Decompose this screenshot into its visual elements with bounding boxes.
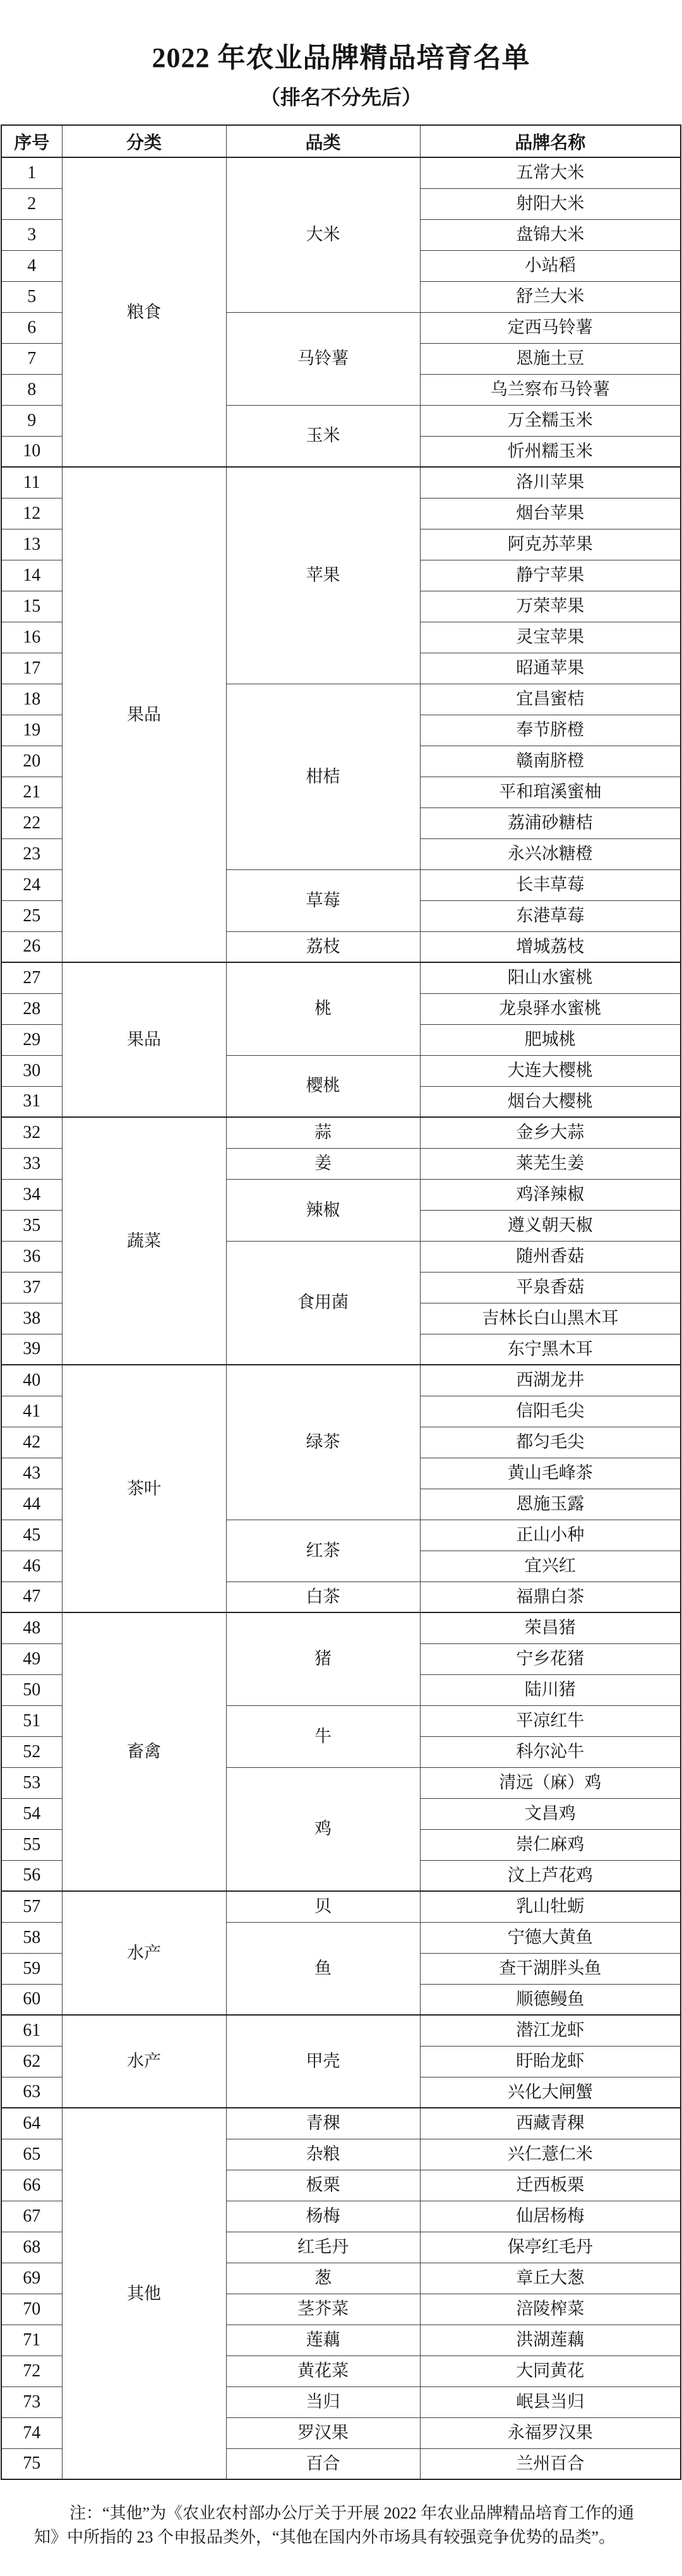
type-cell: 当归 (226, 2386, 420, 2417)
footnote (34, 2501, 648, 2549)
row-number-cell: 21 (1, 777, 62, 807)
header-type: 品类 (226, 125, 420, 157)
row-number-cell: 67 (1, 2201, 62, 2232)
row-number-cell: 29 (1, 1024, 62, 1055)
brand-cell: 遵义朝天椒 (420, 1210, 681, 1241)
row-number-cell: 18 (1, 684, 62, 715)
row-number-cell: 56 (1, 1860, 62, 1891)
brand-cell: 赣南脐橙 (420, 746, 681, 777)
row-number-cell: 71 (1, 2325, 62, 2355)
brand-cell: 兰州百合 (420, 2448, 681, 2479)
row-number-cell: 31 (1, 1086, 62, 1117)
row-number-cell: 65 (1, 2139, 62, 2170)
type-cell: 白茶 (226, 1581, 420, 1612)
brand-cell: 吉林长白山黑木耳 (420, 1303, 681, 1334)
table-row (1, 962, 681, 993)
type-cell: 草莓 (226, 869, 420, 931)
type-cell: 辣椒 (226, 1179, 420, 1241)
row-number-cell: 57 (1, 1891, 62, 1922)
brand-cell: 平泉香菇 (420, 1272, 681, 1303)
type-cell: 板栗 (226, 2170, 420, 2201)
type-cell: 樱桃 (226, 1055, 420, 1117)
type-cell: 玉米 (226, 405, 420, 467)
row-number-cell: 41 (1, 1396, 62, 1427)
brand-cell: 长丰草莓 (420, 869, 681, 900)
type-cell: 红茶 (226, 1520, 420, 1581)
brand-cell: 小站稻 (420, 250, 681, 281)
row-number-cell: 50 (1, 1674, 62, 1705)
category-cell: 果品 (62, 467, 226, 962)
row-number-cell: 75 (1, 2448, 62, 2479)
row-number-cell: 73 (1, 2386, 62, 2417)
row-number-cell: 38 (1, 1303, 62, 1334)
brand-cell: 射阳大米 (420, 188, 681, 219)
type-cell: 百合 (226, 2448, 420, 2479)
row-number-cell: 3 (1, 219, 62, 250)
brand-cell: 盱眙龙虾 (420, 2046, 681, 2077)
brand-cell: 东宁黑木耳 (420, 1334, 681, 1365)
row-number-cell: 36 (1, 1241, 62, 1272)
brand-cell: 洛川苹果 (420, 467, 681, 498)
brand-cell: 永兴冰糖橙 (420, 838, 681, 869)
brand-cell: 阿克苏苹果 (420, 529, 681, 560)
brand-cell: 文昌鸡 (420, 1798, 681, 1829)
brand-cell: 东港草莓 (420, 900, 681, 931)
brand-cell: 五常大米 (420, 157, 681, 188)
table-body (1, 157, 681, 2479)
row-number-cell: 22 (1, 807, 62, 838)
type-cell: 莲藕 (226, 2325, 420, 2355)
table-row (1, 2108, 681, 2139)
row-number-cell: 30 (1, 1055, 62, 1086)
row-number-cell: 47 (1, 1581, 62, 1612)
brand-cell: 鸡泽辣椒 (420, 1179, 681, 1210)
category-cell: 水产 (62, 2015, 226, 2108)
row-number-cell: 61 (1, 2015, 62, 2046)
brand-cell: 黄山毛峰茶 (420, 1458, 681, 1489)
row-number-cell: 24 (1, 869, 62, 900)
row-number-cell: 42 (1, 1427, 62, 1458)
brand-cell: 烟台苹果 (420, 498, 681, 529)
type-cell: 食用菌 (226, 1241, 420, 1365)
brand-cell: 西藏青稞 (420, 2108, 681, 2139)
brand-cell: 恩施土豆 (420, 343, 681, 374)
table-row (1, 467, 681, 498)
brand-cell: 烟台大樱桃 (420, 1086, 681, 1117)
row-number-cell: 69 (1, 2263, 62, 2294)
footnote-line-1: 注：“其他”为《农业农村部办公厅关于开展 2022 年农业品牌精品培育工作的通 (69, 2504, 635, 2523)
row-number-cell: 32 (1, 1117, 62, 1148)
brand-cell: 荔浦砂糖桔 (420, 807, 681, 838)
document-page (0, 42, 682, 2549)
category-cell: 蔬菜 (62, 1117, 226, 1365)
brand-cell: 忻州糯玉米 (420, 436, 681, 467)
type-cell: 绿茶 (226, 1365, 420, 1520)
row-number-cell: 62 (1, 2046, 62, 2077)
brand-cell: 科尔沁牛 (420, 1736, 681, 1767)
row-number-cell: 44 (1, 1489, 62, 1520)
row-number-cell: 52 (1, 1736, 62, 1767)
brand-cell: 乌兰察布马铃薯 (420, 374, 681, 405)
row-number-cell: 10 (1, 436, 62, 467)
header-category: 分类 (62, 125, 226, 157)
brand-cell: 万全糯玉米 (420, 405, 681, 436)
brand-cell: 灵宝苹果 (420, 622, 681, 653)
brand-cell: 汶上芦花鸡 (420, 1860, 681, 1891)
brand-cell: 大同黄花 (420, 2355, 681, 2386)
header-serial-number: 序号 (1, 125, 62, 157)
type-cell: 大米 (226, 157, 420, 312)
row-number-cell: 40 (1, 1365, 62, 1396)
type-cell: 杨梅 (226, 2201, 420, 2232)
row-number-cell: 53 (1, 1767, 62, 1798)
row-number-cell: 43 (1, 1458, 62, 1489)
type-cell: 牛 (226, 1705, 420, 1767)
row-number-cell: 55 (1, 1829, 62, 1860)
row-number-cell: 23 (1, 838, 62, 869)
row-number-cell: 45 (1, 1520, 62, 1551)
brand-cell: 肥城桃 (420, 1024, 681, 1055)
row-number-cell: 6 (1, 312, 62, 343)
row-number-cell: 72 (1, 2355, 62, 2386)
header-brand-name: 品牌名称 (420, 125, 681, 157)
page-title: 2022 年农业品牌精品培育名单 (152, 42, 530, 73)
table-row (1, 1612, 681, 1643)
row-number-cell: 2 (1, 188, 62, 219)
brand-cell: 昭通苹果 (420, 653, 681, 684)
row-number-cell: 9 (1, 405, 62, 436)
table-row (1, 157, 681, 188)
brand-cell: 盘锦大米 (420, 219, 681, 250)
brand-cell: 随州香菇 (420, 1241, 681, 1272)
brand-cell: 阳山水蜜桃 (420, 962, 681, 993)
brand-cell: 恩施玉露 (420, 1489, 681, 1520)
type-cell: 马铃薯 (226, 312, 420, 405)
row-number-cell: 13 (1, 529, 62, 560)
category-cell: 果品 (62, 962, 226, 1117)
brand-cell: 顺德鳗鱼 (420, 1984, 681, 2015)
type-cell: 红毛丹 (226, 2232, 420, 2263)
row-number-cell: 14 (1, 560, 62, 591)
row-number-cell: 1 (1, 157, 62, 188)
table-row (1, 1117, 681, 1148)
brand-cell: 龙泉驿水蜜桃 (420, 993, 681, 1024)
brand-list-table (1, 124, 681, 2480)
row-number-cell: 7 (1, 343, 62, 374)
row-number-cell: 15 (1, 591, 62, 622)
type-cell: 桃 (226, 962, 420, 1055)
brand-cell: 兴仁薏仁米 (420, 2139, 681, 2170)
brand-cell: 章丘大葱 (420, 2263, 681, 2294)
row-number-cell: 19 (1, 715, 62, 746)
row-number-cell: 66 (1, 2170, 62, 2201)
brand-cell: 奉节脐橙 (420, 715, 681, 746)
brand-cell: 静宁苹果 (420, 560, 681, 591)
row-number-cell: 37 (1, 1272, 62, 1303)
row-number-cell: 49 (1, 1643, 62, 1674)
brand-cell: 宜兴红 (420, 1551, 681, 1581)
row-number-cell: 39 (1, 1334, 62, 1365)
row-number-cell: 34 (1, 1179, 62, 1210)
brand-cell: 宜昌蜜桔 (420, 684, 681, 715)
brand-cell: 荣昌猪 (420, 1612, 681, 1643)
row-number-cell: 35 (1, 1210, 62, 1241)
table-row (1, 2015, 681, 2046)
type-cell: 青稞 (226, 2108, 420, 2139)
row-number-cell: 70 (1, 2294, 62, 2325)
type-cell: 罗汉果 (226, 2417, 420, 2448)
type-cell: 杂粮 (226, 2139, 420, 2170)
row-number-cell: 59 (1, 1953, 62, 1984)
brand-cell: 金乡大蒜 (420, 1117, 681, 1148)
brand-cell: 信阳毛尖 (420, 1396, 681, 1427)
type-cell: 贝 (226, 1891, 420, 1922)
row-number-cell: 16 (1, 622, 62, 653)
header-row (1, 125, 681, 157)
row-number-cell: 25 (1, 900, 62, 931)
row-number-cell: 5 (1, 281, 62, 312)
row-number-cell: 60 (1, 1984, 62, 2015)
brand-cell: 潜江龙虾 (420, 2015, 681, 2046)
type-cell: 姜 (226, 1148, 420, 1179)
row-number-cell: 64 (1, 2108, 62, 2139)
category-cell: 茶叶 (62, 1365, 226, 1612)
brand-cell: 保亭红毛丹 (420, 2232, 681, 2263)
row-number-cell: 20 (1, 746, 62, 777)
row-number-cell: 11 (1, 467, 62, 498)
brand-cell: 舒兰大米 (420, 281, 681, 312)
table-row (1, 1365, 681, 1396)
type-cell: 茎芥菜 (226, 2294, 420, 2325)
brand-cell: 仙居杨梅 (420, 2201, 681, 2232)
row-number-cell: 54 (1, 1798, 62, 1829)
type-cell: 黄花菜 (226, 2355, 420, 2386)
brand-cell: 永福罗汉果 (420, 2417, 681, 2448)
category-cell: 畜禽 (62, 1612, 226, 1891)
brand-cell: 万荣苹果 (420, 591, 681, 622)
row-number-cell: 8 (1, 374, 62, 405)
brand-cell: 平凉红牛 (420, 1705, 681, 1736)
brand-cell: 清远（麻）鸡 (420, 1767, 681, 1798)
brand-cell: 正山小种 (420, 1520, 681, 1551)
row-number-cell: 28 (1, 993, 62, 1024)
row-number-cell: 68 (1, 2232, 62, 2263)
brand-cell: 平和琯溪蜜柚 (420, 777, 681, 807)
footnote-line-2: 知》中所指的 23 个申报品类外，“其他在国内外市场具有较强竞争优势的品类”。 (34, 2527, 616, 2546)
brand-cell: 岷县当归 (420, 2386, 681, 2417)
row-number-cell: 63 (1, 2077, 62, 2108)
brand-cell: 涪陵榨菜 (420, 2294, 681, 2325)
row-number-cell: 12 (1, 498, 62, 529)
table-row (1, 1891, 681, 1922)
row-number-cell: 48 (1, 1612, 62, 1643)
brand-cell: 迁西板栗 (420, 2170, 681, 2201)
type-cell: 葱 (226, 2263, 420, 2294)
category-cell: 水产 (62, 1891, 226, 2015)
row-number-cell: 4 (1, 250, 62, 281)
page-subtitle: （排名不分先后） (260, 85, 422, 109)
row-number-cell: 33 (1, 1148, 62, 1179)
brand-cell: 莱芜生姜 (420, 1148, 681, 1179)
table-header (1, 125, 681, 157)
type-cell: 苹果 (226, 467, 420, 684)
row-number-cell: 74 (1, 2417, 62, 2448)
type-cell: 鱼 (226, 1922, 420, 2015)
brand-cell: 宁德大黄鱼 (420, 1922, 681, 1953)
type-cell: 猪 (226, 1612, 420, 1705)
brand-cell: 宁乡花猪 (420, 1643, 681, 1674)
brand-cell: 洪湖莲藕 (420, 2325, 681, 2355)
brand-cell: 兴化大闸蟹 (420, 2077, 681, 2108)
type-cell: 荔枝 (226, 931, 420, 962)
category-cell: 粮食 (62, 157, 226, 467)
brand-cell: 西湖龙井 (420, 1365, 681, 1396)
row-number-cell: 17 (1, 653, 62, 684)
row-number-cell: 51 (1, 1705, 62, 1736)
brand-cell: 崇仁麻鸡 (420, 1829, 681, 1860)
category-cell: 其他 (62, 2108, 226, 2479)
type-cell: 蒜 (226, 1117, 420, 1148)
row-number-cell: 27 (1, 962, 62, 993)
type-cell: 甲壳 (226, 2015, 420, 2108)
brand-cell: 都匀毛尖 (420, 1427, 681, 1458)
brand-cell: 陆川猪 (420, 1674, 681, 1705)
brand-cell: 定西马铃薯 (420, 312, 681, 343)
brand-cell: 查干湖胖头鱼 (420, 1953, 681, 1984)
type-cell: 柑桔 (226, 684, 420, 869)
brand-cell: 乳山牡蛎 (420, 1891, 681, 1922)
brand-cell: 大连大樱桃 (420, 1055, 681, 1086)
row-number-cell: 26 (1, 931, 62, 962)
brand-cell: 福鼎白茶 (420, 1581, 681, 1612)
type-cell: 鸡 (226, 1767, 420, 1891)
brand-cell: 增城荔枝 (420, 931, 681, 962)
row-number-cell: 46 (1, 1551, 62, 1581)
row-number-cell: 58 (1, 1922, 62, 1953)
